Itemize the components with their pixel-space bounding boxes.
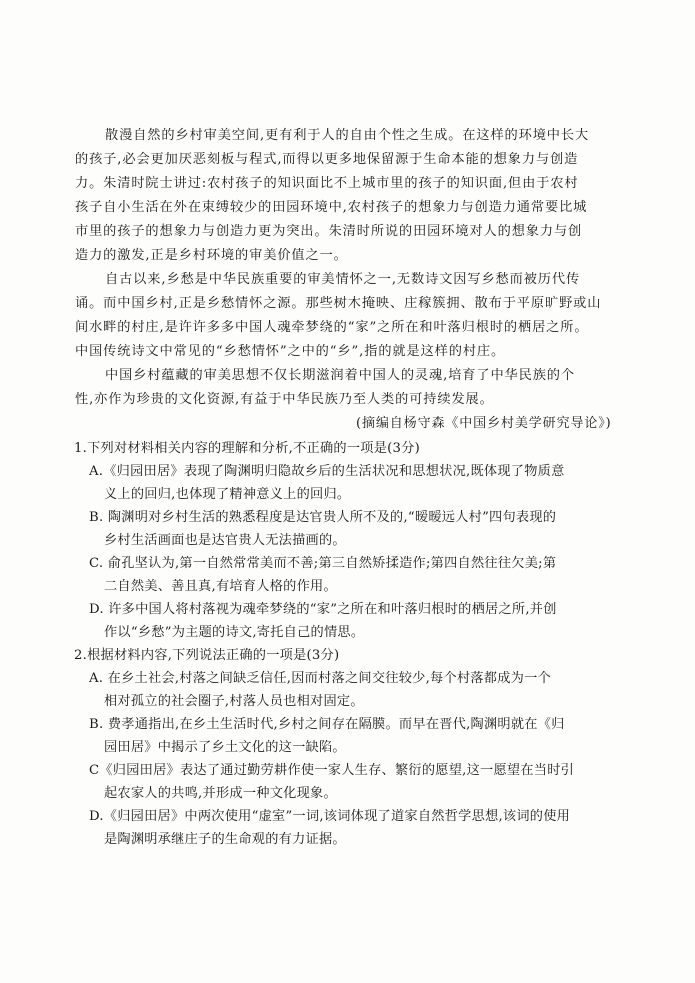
option-line: 园田居》中揭示了乡土文化的这一缺陷。 xyxy=(104,740,346,755)
option-line: B. 陶渊明对乡村生活的熟悉程度是达官贵人所不及的,“暧暧远人村”四句表现的 xyxy=(89,510,557,525)
text-line: 间水畔的村庄,是许许多多中国人魂牵梦绕的“家”之所在和叶落归根时的栖居之所。 xyxy=(75,320,589,335)
option-line: C《归园田居》表达了通过勤劳耕作使一家人生存、繁衍的愿望,这一愿望在当时引 xyxy=(89,763,575,778)
option-line: A.《归园田居》表现了陶渊明归隐故乡后的生活状况和思想状况,既体现了物质意 xyxy=(89,464,565,479)
text-line: 力。朱清时院士讲过:农村孩子的知识面比不上城市里的孩子的知识面,但由于农村 xyxy=(75,176,579,191)
option-line: 二自然美、善且真,有培育人格的作用。 xyxy=(104,579,337,594)
text-line: 孩子自小生活在外在束缚较少的田园环境中,农村孩子的想象力与创造力通常要比城 xyxy=(75,200,588,215)
text-line: 市里的孩子的想象力与创造力更为突出。朱清时所说的田园环境对人的想象力与创 xyxy=(75,224,583,239)
text-line: 中国乡村蕴藏的审美思想不仅长期滋润着中国人的灵魂,培育了中华民族的个 xyxy=(105,368,575,383)
text-line: 造力的激发,正是乡村环境的审美价值之一。 xyxy=(75,248,348,263)
question-stem: 1.下列对材料相关内容的理解和分析,不正确的一项是(3分) xyxy=(74,441,421,456)
option-line: D.《归园田居》中两次使用“虚室”一词,该词体现了道家自然哲学思想,该词的使用 xyxy=(89,809,571,824)
text-line: 中国传统诗文中常见的“乡愁情怀”之中的“乡”,指的就是这样的村庄。 xyxy=(75,344,506,359)
option-line: 起农家人的共鸣,并形成一种文化现象。 xyxy=(104,786,337,801)
option-line: C. 俞孔坚认为,第一自然常常美而不善;第三自然矫揉造作;第四自然往往欠美;第 xyxy=(89,556,557,571)
text-line: 诵。而中国乡村,正是乡愁情怀之源。那些树木掩映、庄稼簇拥、散布于平原旷野或山 xyxy=(75,296,602,311)
option-line: 是陶渊明承继庄子的生命观的有力证据。 xyxy=(104,832,346,847)
text-line: 的孩子,必会更加厌恶刻板与程式,而得以更多地保留源于生命本能的想象力与创造 xyxy=(75,152,579,167)
source-citation: (摘编自杨守森《中国乡村美学研究导论》) xyxy=(356,416,612,431)
option-line: A. 在乡土社会,村落之间缺乏信任,因而村落之间交往较少,每个村落都成为一个 xyxy=(89,671,551,686)
option-line: 相对孤立的社会圈子,村落人员也相对固定。 xyxy=(104,694,364,709)
option-line: D. 许多中国人将村落视为魂牵梦绕的“家”之所在和叶落归根时的栖居之所,并创 xyxy=(89,602,557,617)
option-line: B. 费孝通指出,在乡土生活时代,乡村之间存在隔膜。而早在晋代,陶渊明就在《归 xyxy=(89,717,565,732)
option-line: 乡村生活画面也是达官贵人无法描画的。 xyxy=(104,533,346,548)
text-line: 性,亦作为珍贵的文化资源,有益于中华民族乃至人类的可持续发展。 xyxy=(75,392,494,407)
text-line: 散漫自然的乡村审美空间,更有利于人的自由个性之生成。在这样的环境中长大 xyxy=(105,128,590,143)
option-line: 义上的回归,也体现了精神意义上的回归。 xyxy=(104,487,351,502)
text-line: 自古以来,乡愁是中华民族重要的审美情怀之一,无数诗文因写乡愁而被历代传 xyxy=(105,272,581,287)
option-line: 作以“乡愁”为主题的诗文,寄托自己的情思。 xyxy=(104,625,365,640)
question-stem: 2.根据材料内容,下列说法正确的一项是(3分) xyxy=(74,648,340,663)
